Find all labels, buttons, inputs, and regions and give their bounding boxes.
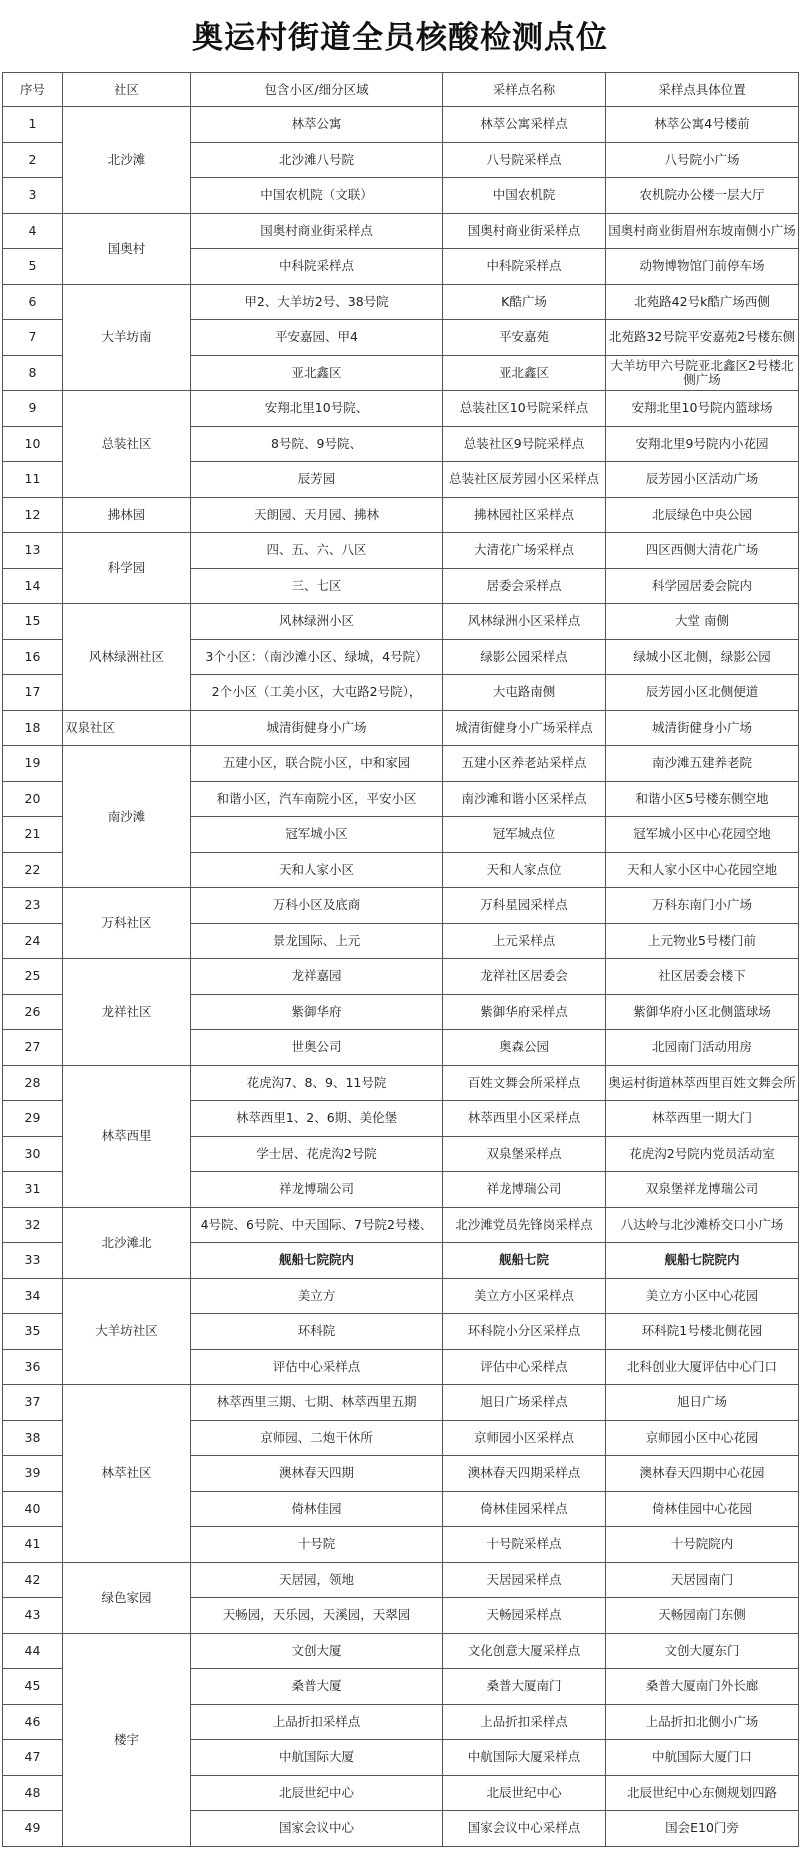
site-name-cell: 五建小区养老站采样点 — [443, 746, 606, 782]
row-index: 42 — [3, 1562, 63, 1598]
header-community: 社区 — [63, 73, 191, 107]
site-location-cell: 天畅园南门东侧 — [606, 1598, 799, 1634]
header-site-name: 采样点名称 — [443, 73, 606, 107]
area-cell: 国家会议中心 — [191, 1811, 443, 1847]
row-index: 7 — [3, 320, 63, 356]
area-cell: 林萃公寓 — [191, 107, 443, 143]
area-cell: 评估中心采样点 — [191, 1349, 443, 1385]
site-location-cell: 北苑路42号k酷广场西侧 — [606, 284, 799, 320]
community-cell: 风林绿洲社区 — [63, 604, 191, 711]
area-cell: 十号院 — [191, 1527, 443, 1563]
row-index: 43 — [3, 1598, 63, 1634]
area-cell: 冠军城小区 — [191, 817, 443, 853]
row-index: 5 — [3, 249, 63, 285]
site-name-cell: 亚北鑫区 — [443, 355, 606, 391]
area-cell: 文创大厦 — [191, 1633, 443, 1669]
community-cell: 龙祥社区 — [63, 959, 191, 1066]
site-name-cell: 文化创意大厦采样点 — [443, 1633, 606, 1669]
site-location-cell: 环科院1号楼北侧花园 — [606, 1314, 799, 1350]
site-name-cell: 林萃公寓采样点 — [443, 107, 606, 143]
community-cell: 万科社区 — [63, 888, 191, 959]
row-index: 8 — [3, 355, 63, 391]
site-name-cell: 百姓文舞会所采样点 — [443, 1065, 606, 1101]
table-row — [3, 1633, 799, 1669]
site-name-cell: 八号院采样点 — [443, 142, 606, 178]
row-index: 4 — [3, 213, 63, 249]
area-cell: 平安嘉园、甲4 — [191, 320, 443, 356]
site-location-cell: 辰芳园小区北侧便道 — [606, 675, 799, 711]
row-index: 34 — [3, 1278, 63, 1314]
site-name-cell: 国奥村商业街采样点 — [443, 213, 606, 249]
table-row — [3, 391, 799, 427]
site-name-cell: 绿影公园采样点 — [443, 639, 606, 675]
table-row — [3, 497, 799, 533]
site-location-cell: 辰芳园小区活动广场 — [606, 462, 799, 498]
site-location-cell: 北苑路32号院平安嘉苑2号楼东侧 — [606, 320, 799, 356]
site-location-cell: 国奥村商业街眉州东坡南侧小广场 — [606, 213, 799, 249]
site-location-cell: 澳林春天四期中心花园 — [606, 1456, 799, 1492]
area-cell: 甲2、大羊坊2号、38号院 — [191, 284, 443, 320]
site-location-cell: 北园南门活动用房 — [606, 1030, 799, 1066]
site-location-cell: 南沙滩五建养老院 — [606, 746, 799, 782]
site-name-cell: 评估中心采样点 — [443, 1349, 606, 1385]
area-cell: 中国农机院（文联） — [191, 178, 443, 214]
site-name-cell: 天居园采样点 — [443, 1562, 606, 1598]
table-row — [3, 604, 799, 640]
header-area: 包含小区/细分区域 — [191, 73, 443, 107]
table-row — [3, 1207, 799, 1243]
row-index: 45 — [3, 1669, 63, 1705]
site-location-cell: 十号院院内 — [606, 1527, 799, 1563]
site-name-cell: 北辰世纪中心 — [443, 1775, 606, 1811]
row-index: 13 — [3, 533, 63, 569]
area-cell: 林萃西里三期、七期、林萃西里五期 — [191, 1385, 443, 1421]
community-cell: 北沙滩 — [63, 107, 191, 214]
table-row — [3, 1278, 799, 1314]
row-index: 25 — [3, 959, 63, 995]
table-row — [3, 710, 799, 746]
area-cell: 天居园，领地 — [191, 1562, 443, 1598]
row-index: 36 — [3, 1349, 63, 1385]
area-cell: 祥龙博瑞公司 — [191, 1172, 443, 1208]
area-cell: 安翔北里10号院、 — [191, 391, 443, 427]
row-index: 37 — [3, 1385, 63, 1421]
site-location-cell: 和谐小区5号楼东侧空地 — [606, 781, 799, 817]
area-cell: 城清街健身小广场 — [191, 710, 443, 746]
area-cell: 林萃西里1、2、6期、美伦堡 — [191, 1101, 443, 1137]
site-location-cell: 八达岭与北沙滩桥交口小广场 — [606, 1207, 799, 1243]
table-row — [3, 213, 799, 249]
table-row — [3, 284, 799, 320]
site-location-cell: 社区居委会楼下 — [606, 959, 799, 995]
row-index: 24 — [3, 923, 63, 959]
area-cell: 辰芳园 — [191, 462, 443, 498]
area-cell: 2个小区（工美小区，大屯路2号院）， — [191, 675, 443, 711]
table-row — [3, 1562, 799, 1598]
site-location-cell: 天和人家小区中心花园空地 — [606, 852, 799, 888]
row-index: 47 — [3, 1740, 63, 1776]
site-name-cell: 万科星园采样点 — [443, 888, 606, 924]
row-index: 15 — [3, 604, 63, 640]
site-name-cell: 双泉堡采样点 — [443, 1136, 606, 1172]
site-name-cell: 旭日广场采样点 — [443, 1385, 606, 1421]
row-index: 44 — [3, 1633, 63, 1669]
site-name-cell: 奥森公园 — [443, 1030, 606, 1066]
area-cell: 风林绿洲小区 — [191, 604, 443, 640]
site-location-cell: 冠军城小区中心花园空地 — [606, 817, 799, 853]
site-name-cell: 拂林园社区采样点 — [443, 497, 606, 533]
site-location-cell: 京师园小区中心花园 — [606, 1420, 799, 1456]
site-name-cell: 美立方小区采样点 — [443, 1278, 606, 1314]
table-row — [3, 746, 799, 782]
area-cell: 北沙滩八号院 — [191, 142, 443, 178]
table-row — [3, 959, 799, 995]
site-location-cell: 旭日广场 — [606, 1385, 799, 1421]
area-cell: 万科小区及底商 — [191, 888, 443, 924]
area-cell: 学士居、花虎沟2号院 — [191, 1136, 443, 1172]
site-location-cell: 八号院小广场 — [606, 142, 799, 178]
area-cell: 舰船七院院内 — [191, 1243, 443, 1279]
site-name-cell: 京师园小区采样点 — [443, 1420, 606, 1456]
table-row — [3, 107, 799, 143]
area-cell: 和谐小区，汽车南院小区，平安小区 — [191, 781, 443, 817]
site-location-cell: 安翔北里9号院内小花园 — [606, 426, 799, 462]
area-cell: 龙祥嘉园 — [191, 959, 443, 995]
site-name-cell: 桑普大厦南门 — [443, 1669, 606, 1705]
site-name-cell: 总装社区10号院采样点 — [443, 391, 606, 427]
site-name-cell: 天畅园采样点 — [443, 1598, 606, 1634]
table-row — [3, 533, 799, 569]
row-index: 40 — [3, 1491, 63, 1527]
area-cell: 澳林春天四期 — [191, 1456, 443, 1492]
site-name-cell: 龙祥社区居委会 — [443, 959, 606, 995]
row-index: 20 — [3, 781, 63, 817]
row-index: 14 — [3, 568, 63, 604]
area-cell: 天朗园、天月园、拂林 — [191, 497, 443, 533]
area-cell: 五建小区，联合院小区，中和家园 — [191, 746, 443, 782]
site-location-cell: 农机院办公楼一层大厅 — [606, 178, 799, 214]
area-cell: 三、七区 — [191, 568, 443, 604]
area-cell: 中科院采样点 — [191, 249, 443, 285]
area-cell: 紫御华府 — [191, 994, 443, 1030]
site-name-cell: 大屯路南侧 — [443, 675, 606, 711]
site-name-cell: 城清街健身小广场采样点 — [443, 710, 606, 746]
area-cell: 花虎沟7、8、9、11号院 — [191, 1065, 443, 1101]
site-name-cell: 环科院小分区采样点 — [443, 1314, 606, 1350]
row-index: 19 — [3, 746, 63, 782]
table-row — [3, 1065, 799, 1101]
page-title: 奥运村街道全员核酸检测点位 — [192, 20, 608, 56]
row-index: 32 — [3, 1207, 63, 1243]
row-index: 9 — [3, 391, 63, 427]
row-index: 48 — [3, 1775, 63, 1811]
area-cell: 北辰世纪中心 — [191, 1775, 443, 1811]
site-name-cell: 中科院采样点 — [443, 249, 606, 285]
site-name-cell: 中航国际大厦采样点 — [443, 1740, 606, 1776]
row-index: 38 — [3, 1420, 63, 1456]
area-cell: 环科院 — [191, 1314, 443, 1350]
site-location-cell: 紫御华府小区北侧篮球场 — [606, 994, 799, 1030]
site-name-cell: 大清花广场采样点 — [443, 533, 606, 569]
community-cell: 拂林园 — [63, 497, 191, 533]
community-cell: 大羊坊社区 — [63, 1278, 191, 1385]
site-location-cell: 上元物业5号楼门前 — [606, 923, 799, 959]
header-index: 序号 — [3, 73, 63, 107]
site-location-cell: 美立方小区中心花园 — [606, 1278, 799, 1314]
area-cell: 景龙国际、上元 — [191, 923, 443, 959]
site-location-cell: 奥运村街道林萃西里百姓文舞会所 — [606, 1065, 799, 1101]
row-index: 30 — [3, 1136, 63, 1172]
community-cell: 北沙滩北 — [63, 1207, 191, 1278]
site-name-cell: 紫御华府采样点 — [443, 994, 606, 1030]
row-index: 18 — [3, 710, 63, 746]
area-cell: 3个小区：（南沙滩小区、绿城，4号院） — [191, 639, 443, 675]
row-index: 39 — [3, 1456, 63, 1492]
row-index: 12 — [3, 497, 63, 533]
community-cell: 科学园 — [63, 533, 191, 604]
site-name-cell: 南沙滩和谐小区采样点 — [443, 781, 606, 817]
table-row — [3, 1385, 799, 1421]
site-location-cell: 北科创业大厦评估中心门口 — [606, 1349, 799, 1385]
site-name-cell: 林萃西里小区采样点 — [443, 1101, 606, 1137]
community-cell: 南沙滩 — [63, 746, 191, 888]
site-location-cell: 国会E10门旁 — [606, 1811, 799, 1847]
row-index: 2 — [3, 142, 63, 178]
site-name-cell: 倚林佳园采样点 — [443, 1491, 606, 1527]
row-index: 17 — [3, 675, 63, 711]
row-index: 35 — [3, 1314, 63, 1350]
site-name-cell: 北沙滩党员先锋岗采样点 — [443, 1207, 606, 1243]
row-index: 28 — [3, 1065, 63, 1101]
row-index: 29 — [3, 1101, 63, 1137]
site-location-cell: 林萃公寓4号楼前 — [606, 107, 799, 143]
row-index: 3 — [3, 178, 63, 214]
area-cell: 天和人家小区 — [191, 852, 443, 888]
site-name-cell: 天和人家点位 — [443, 852, 606, 888]
community-cell: 林萃西里 — [63, 1065, 191, 1207]
site-location-cell: 万科东南门小广场 — [606, 888, 799, 924]
site-name-cell: K酷广场 — [443, 284, 606, 320]
site-name-cell: 祥龙博瑞公司 — [443, 1172, 606, 1208]
site-name-cell: 十号院采样点 — [443, 1527, 606, 1563]
site-name-cell: 舰船七院 — [443, 1243, 606, 1279]
row-index: 10 — [3, 426, 63, 462]
row-index: 41 — [3, 1527, 63, 1563]
row-index: 23 — [3, 888, 63, 924]
site-location-cell: 绿城小区北侧，绿影公园 — [606, 639, 799, 675]
community-cell: 总装社区 — [63, 391, 191, 498]
row-index: 21 — [3, 817, 63, 853]
row-index: 26 — [3, 994, 63, 1030]
row-index: 49 — [3, 1811, 63, 1847]
area-cell: 世奥公司 — [191, 1030, 443, 1066]
site-name-cell: 国家会议中心采样点 — [443, 1811, 606, 1847]
area-cell: 国奥村商业街采样点 — [191, 213, 443, 249]
area-cell: 上品折扣采样点 — [191, 1704, 443, 1740]
row-index: 31 — [3, 1172, 63, 1208]
site-name-cell: 上元采样点 — [443, 923, 606, 959]
area-cell: 桑普大厦 — [191, 1669, 443, 1705]
row-index: 22 — [3, 852, 63, 888]
area-cell: 美立方 — [191, 1278, 443, 1314]
site-location-cell: 四区西侧大清花广场 — [606, 533, 799, 569]
row-index: 6 — [3, 284, 63, 320]
site-location-cell: 科学园居委会院内 — [606, 568, 799, 604]
community-cell: 楼宇 — [63, 1633, 191, 1846]
site-name-cell: 上品折扣采样点 — [443, 1704, 606, 1740]
area-cell: 京师园、二炮干休所 — [191, 1420, 443, 1456]
community-cell: 绿色家园 — [63, 1562, 191, 1633]
community-cell: 国奥村 — [63, 213, 191, 284]
site-location-cell: 倚林佳园中心花园 — [606, 1491, 799, 1527]
site-name-cell: 总装社区9号院采样点 — [443, 426, 606, 462]
area-cell: 8号院、9号院、 — [191, 426, 443, 462]
site-location-cell: 大堂 南侧 — [606, 604, 799, 640]
site-location-cell: 中航国际大厦门口 — [606, 1740, 799, 1776]
site-location-cell: 上品折扣北侧小广场 — [606, 1704, 799, 1740]
row-index: 11 — [3, 462, 63, 498]
site-location-cell: 林萃西里一期大门 — [606, 1101, 799, 1137]
row-index: 1 — [3, 107, 63, 143]
site-location-cell: 安翔北里10号院内篮球场 — [606, 391, 799, 427]
site-location-cell: 桑普大厦南门外长廊 — [606, 1669, 799, 1705]
area-cell: 四、五、六、八区 — [191, 533, 443, 569]
row-index: 27 — [3, 1030, 63, 1066]
community-cell: 大羊坊南 — [63, 284, 191, 391]
site-name-cell: 澳林春天四期采样点 — [443, 1456, 606, 1492]
row-index: 16 — [3, 639, 63, 675]
site-location-cell: 花虎沟2号院内党员活动室 — [606, 1136, 799, 1172]
site-name-cell: 居委会采样点 — [443, 568, 606, 604]
site-location-cell: 天居园南门 — [606, 1562, 799, 1598]
site-location-cell: 舰船七院院内 — [606, 1243, 799, 1279]
site-name-cell: 平安嘉苑 — [443, 320, 606, 356]
site-location-cell: 大羊坊甲六号院亚北鑫区2号楼北侧广场 — [606, 355, 799, 391]
row-index: 46 — [3, 1704, 63, 1740]
area-cell: 天畅园，天乐园，天溪园，天翠园 — [191, 1598, 443, 1634]
site-name-cell: 中国农机院 — [443, 178, 606, 214]
site-location-cell: 北辰世纪中心东侧规划四路 — [606, 1775, 799, 1811]
site-name-cell: 冠军城点位 — [443, 817, 606, 853]
header-site-location: 采样点具体位置 — [606, 73, 799, 107]
site-name-cell: 总装社区辰芳园小区采样点 — [443, 462, 606, 498]
table-header-row — [3, 73, 799, 107]
site-location-cell: 城清街健身小广场 — [606, 710, 799, 746]
site-location-cell: 双泉堡祥龙博瑞公司 — [606, 1172, 799, 1208]
site-location-cell: 动物博物馆门前停车场 — [606, 249, 799, 285]
site-name-cell: 风林绿洲小区采样点 — [443, 604, 606, 640]
row-index: 33 — [3, 1243, 63, 1279]
area-cell: 亚北鑫区 — [191, 355, 443, 391]
site-location-cell: 文创大厦东门 — [606, 1633, 799, 1669]
community-cell: 林萃社区 — [63, 1385, 191, 1563]
testing-sites-table — [2, 72, 799, 1847]
area-cell: 倚林佳园 — [191, 1491, 443, 1527]
table-body — [3, 107, 799, 1847]
area-cell: 4号院、6号院、中天国际、7号院2号楼、 — [191, 1207, 443, 1243]
site-location-cell: 北辰绿色中央公园 — [606, 497, 799, 533]
table-row — [3, 888, 799, 924]
community-cell: 双泉社区 — [63, 710, 191, 746]
area-cell: 中航国际大厦 — [191, 1740, 443, 1776]
